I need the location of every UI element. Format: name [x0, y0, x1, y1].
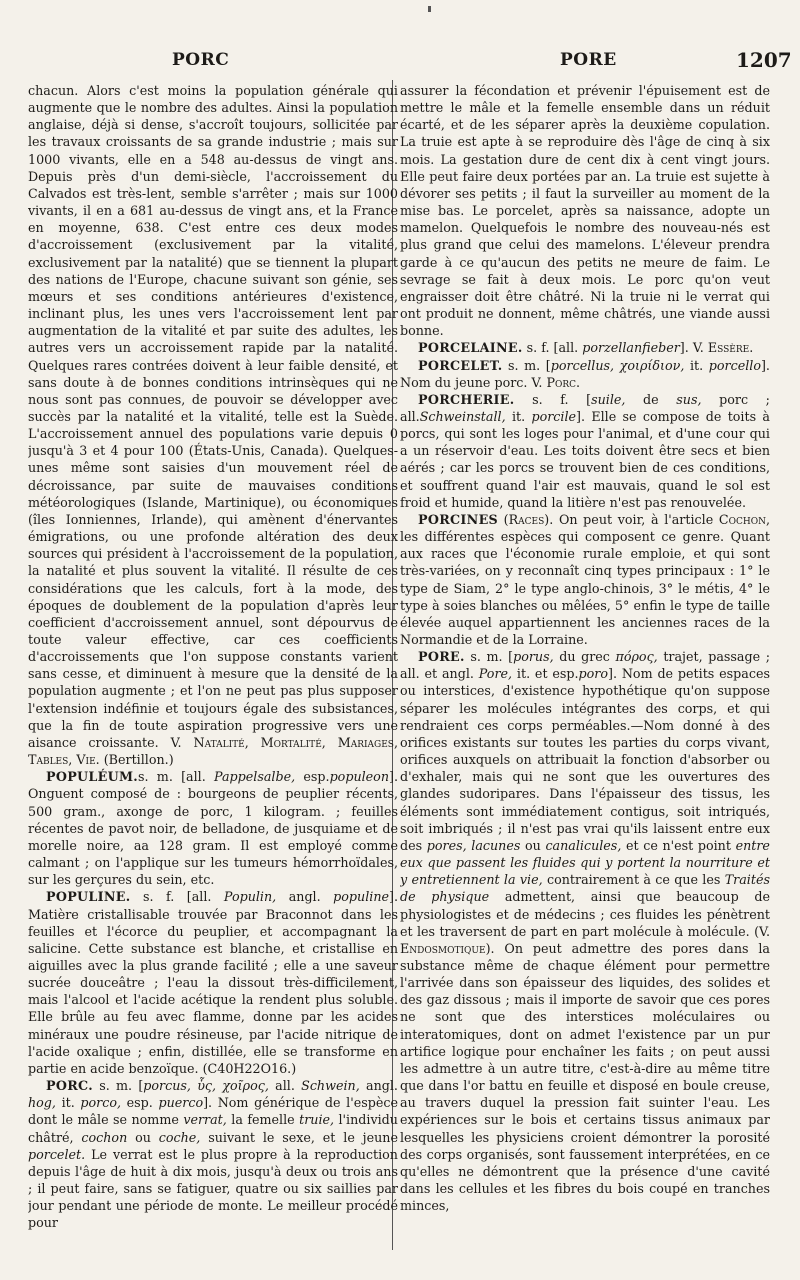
headword: PORCELAINE. [418, 340, 523, 356]
entry-populine: POPULINE. s. f. [all. Populin, angl. populine]. Matière cristallisable trouvée par Braconnot dans les feuilles et l'écorce du peuplier, et accompagnant la salicine. Cette substance est blanche, et cristallise en aiguilles avec la plus grande facilité ; elle a une saveur sucrée douceâtre ; l'eau la dissout très-difficilement, mais l'alcool et l'acide acétique la rendent plus soluble. Elle brûle au feu avec flamme, donne par les acides minéraux une poudre résineuse, par l'acide nitrique de l'acide oxalique ; enfin, distillée, elle se transforme en partie en acide benzoïque. (C40H22O16.) [28, 889, 398, 1076]
cross-reference: Essère. [707, 340, 754, 356]
right-column [400, 82, 770, 1252]
left-column [28, 82, 398, 1252]
page-header [0, 50, 800, 80]
running-head-right: PORE [560, 50, 617, 70]
cross-reference: Cochon, [718, 511, 770, 527]
entry-porcelaine: PORCELAINE. s. f. [all. porzellanfieber]. V. Essère. [418, 340, 754, 356]
entry-pore: PORE. s. m. [porus, du grec πόρος, trajet, passage ; all. et angl. Pore, it. et esp.poro]. Nom de petits espaces ou interstices, d'existence hypothétique qu'on suppose séparer les molécules intégrantes des corps, et qui rendraient ces corps perméables.—Nom donné à des orifices existants sur toutes les parties du corps vivant, orifices auxquels on attribuait la fonction d'absorber ou d'exhaler, mais qui ne sont que les ouvertures des glandes sudoripares. Dans l'épaisseur des tissus, les éléments sont immédiatement contigus, soit intriqués, soit imbriqués ; il n'est pas vrai qu'ils laissent entre eux des pores, lacunes ou canalicules, et ce n'est point entre eux que passent les fluides qui y portent la nourriture et y entretiennent la vie, contrairement à ce que les Traités de physique admettent, ainsi que beaucoup de physiologistes et de médecins ; ces fluides les pénètrent et les traversent de part en part molécule à molécule. (V. Endosmotique). On peut admettre des pores dans la substance même de chaque élément pour permettre l'arrivée dans son épaisseur des liquides, des solides et des gaz dissous ; mais il importe de savoir que ces pores ne sont que des interstices moléculaires ou interatomiques, dont on admet l'existence par un pur artifice logique pour enchaîner les faits ; on peut aussi les admettre à un autre titre, c'est-à-dire au même titre que dans l'or battu en feuille et disposé en boule creuse, au travers duquel la pression fait suinter l'eau. Les expériences sur le bois et certains tissus animaux par lesquelles les physiciens croient démontrer la porosité des corps organisés, sont faussement interprétées, en ce qu'elles ne démontrent que la présence d'une cavité dans les cellules et les fibres du bois coupé en tranches minces, [400, 649, 770, 1214]
entry-continuation [28, 82, 398, 768]
headword: PORCINES [418, 511, 498, 527]
headword: PORCHERIE. [418, 391, 515, 407]
cross-references: Natalité, Mortalité, Mariages, Tables, Vie. [28, 734, 398, 768]
entry-porcelet: PORCELET. s. m. [porcellus, χοιρίδιον, it. porcello]. Nom du jeune porc. V. Porc. [400, 357, 770, 390]
definition-text: ]. Matière cristallisable trouvée par Braconnot dans les feuilles et l'écorce du peuplier, et accompagnant la salicine. Cette substance est blanche, et cristallise en aiguilles avec la plus grande facilité ; elle a une saveur sucrée douceâtre ; l'eau la dissout très-difficilement, mais l'alcool et l'acide acétique la rendent plus soluble. Elle brûle au feu avec flamme, donne par les acides minéraux une poudre résineuse, par l'acide nitrique de l'acide oxalique ; enfin, distillée, elle se transforme en partie en acide benzoïque. (C40H22O16.) [28, 889, 398, 1076]
entry-porcines: PORCINES (Races). On peut voir, à l'article Cochon, les différentes espèces qui composent ce genre. Quant aux races que l'économie rurale emploie, et qui sont très-variées, on y reconnaît cinq types principaux : 1° le type de Siam, 2° le type anglo-chinois, 3° le métis, 4° le type à soies blanches ou mêlées, 5° enfin le type de taille élevée auquel appartiennent les anciennes races de la Normandie et de la Lorraine. [400, 511, 770, 647]
page-number: 1207 [736, 48, 792, 72]
headword: POPULÉUM. [46, 769, 139, 785]
headword: PORCELET. [418, 357, 503, 373]
headword: PORC. [46, 1078, 93, 1094]
definition-text: ]. Onguent composé de : bourgeons de peuplier récents, 500 gram., axonge de porc, 1 kilogram. ; feuilles récentes de pavot noir, de belladone, de jusquiame et de morelle noire, aa 128 gram. Il est employé comme calmant ; on l'applique sur les tumeurs hémorrhoïdales, sur les gerçures du sein, etc. [28, 769, 398, 888]
paragraph-text: assurer la fécondation et prévenir l'épuisement est de mettre le mâle et la femelle ensemble dans un réduit écarté, et de les séparer après la deuxième copulation. La truie est apte à se reproduire dès l'âge de cinq à six mois. La gestation dure de cent dix à cent vingt jours. Elle peut faire deux portées par an. La truie est sujette à dévorer ses petits ; il faut la surveiller au moment de la mise bas. Le porcelet, après sa naissance, adopte un mamelon. Quelquefois le nombre des nouveau-nés est plus grand que celui des mamelons. L'éleveur prendra garde à ce qu'aucun des petits ne meure de faim. Le sevrage se fait à deux mois. Le porc qu'on veut engraisser doit être châtré. Ni la truie ni le verrat qui ont produit ne donnent, même châtrés, une viande aussi bonne. [400, 83, 770, 339]
entry-populeum: POPULÉUM.s. m. [all. Pappelsalbe, esp.populeon]. Onguent composé de : bourgeons de peuplier récents, 500 gram., axonge de porc, 1 kilogram. ; feuilles récentes de pavot noir, de belladone, de jusquiame et de morelle noire, aa 128 gram. Il est employé comme calmant ; on l'applique sur les tumeurs hémorrhoïdales, sur les gerçures du sein, etc. [28, 769, 398, 888]
entry-porc: PORC. s. m. [porcus, ὗς, χοῖρος, all. Schwein, angl. hog, it. porco, esp. puerco]. Nom générique de l'espèce dont le mâle se nomme verrat, la femelle truie, l'individu châtré, cochon ou coche, suivant le sexe, et le jeune porcelet. Le verrat est le plus propre à la reproduction depuis l'âge de huit à dix mois, jusqu'à deux ou trois ans ; il peut faire, sans se fatiguer, quatre ou six saillies par jour pendant une période de monte. Le meilleur procédé pour [28, 1078, 398, 1231]
paragraph-text: chacun. Alors c'est moins la population générale qui augmente que le nombre des adultes. Ainsi la population anglaise, déjà si dense, s'accroît toujours, sollicitée par les travaux croissants de sa grande industrie ; mais sur 1000 vivants, elle en a 548 au-dessus de vingt ans. Depuis près d'un demi-siècle, l'accroissement du Calvados est très-lent, semble s'arrêter ; mais sur 1000 vivants, il en a 681 au-dessus de vingt ans, et la France en moyenne, 638. C'est entre ces deux modes d'accroissement (exclusivement par la vitalité, exclusivement par la natalité) que se tiennent la plupart des nations de l'Europe, chacune suivant son génie, ses mœurs et ses conditions antérieures d'existence, inclinant plus, les unes vers l'accroissement lent par augmentation de la vitalité et par suite des adultes, les autres vers un accroissement rapide par la natalité. Quelques rares contrées doivent à leur faible densité, et sans doute à de bonnes conditions intrinsèques qui ne nous sont pas connues, de pouvoir se développer avec succès par la natalité et la vitalité, telle est la Suède. L'accroissement annuel des populations varie depuis 0 jusqu'à 3 et 4 pour 100 (États-Unis, Canada). Quelques-unes même sont saisies d'un mouvement réel de décroissance, par suite de mauvaises conditions météorologiques (Islande, Martinique), ou économiques (îles Ionniennes, Irlande), qui amènent d'énervantes émigrations, ou une profonde altération des deux sources qui président à l'accroissement de la population, la natalité et plus souvent la vitalité. Il résulte de ces considérations que les calculs, fort à la mode, des époques de doublement de la population d'après leur coefficient d'accroissement annuel, sont dépourvus de toute valeur effective, car ces coefficients d'accroissements que l'on suppose constants varient sans cesse, et diminuent à mesure que la densité de la population augmente ; et l'on ne peut pas plus supposer l'extension indéfinie et toujours égale des subsistances, que la fin de toute aspiration progressive vers une aisance croissante. V. [28, 83, 398, 750]
headword: POPULINE. [46, 889, 131, 905]
headword: PORE. [418, 649, 465, 665]
entry-continuation [400, 82, 770, 339]
print-speck [428, 6, 431, 12]
author-attribution: (Bertillon.) [103, 752, 174, 768]
cross-reference: Endosmotique [400, 940, 486, 956]
running-head-left: PORC [172, 50, 230, 70]
entry-porcherie: PORCHERIE. s. f. [suile, de sus, porc ; all.Schweinstall, it. porcile]. Elle se compose de toits à porcs, qui sont les loges pour l'animal, et d'une cour qui a un réservoir d'eau. Les toits doivent être secs et bien aérés ; car les porcs se trouvent bien de ces conditions, et souffrent quand l'air est mauvais, quand le sol est froid et humide, quand la litière n'est pas renouvelée. [400, 391, 770, 510]
cross-reference: Porc. [546, 374, 581, 390]
